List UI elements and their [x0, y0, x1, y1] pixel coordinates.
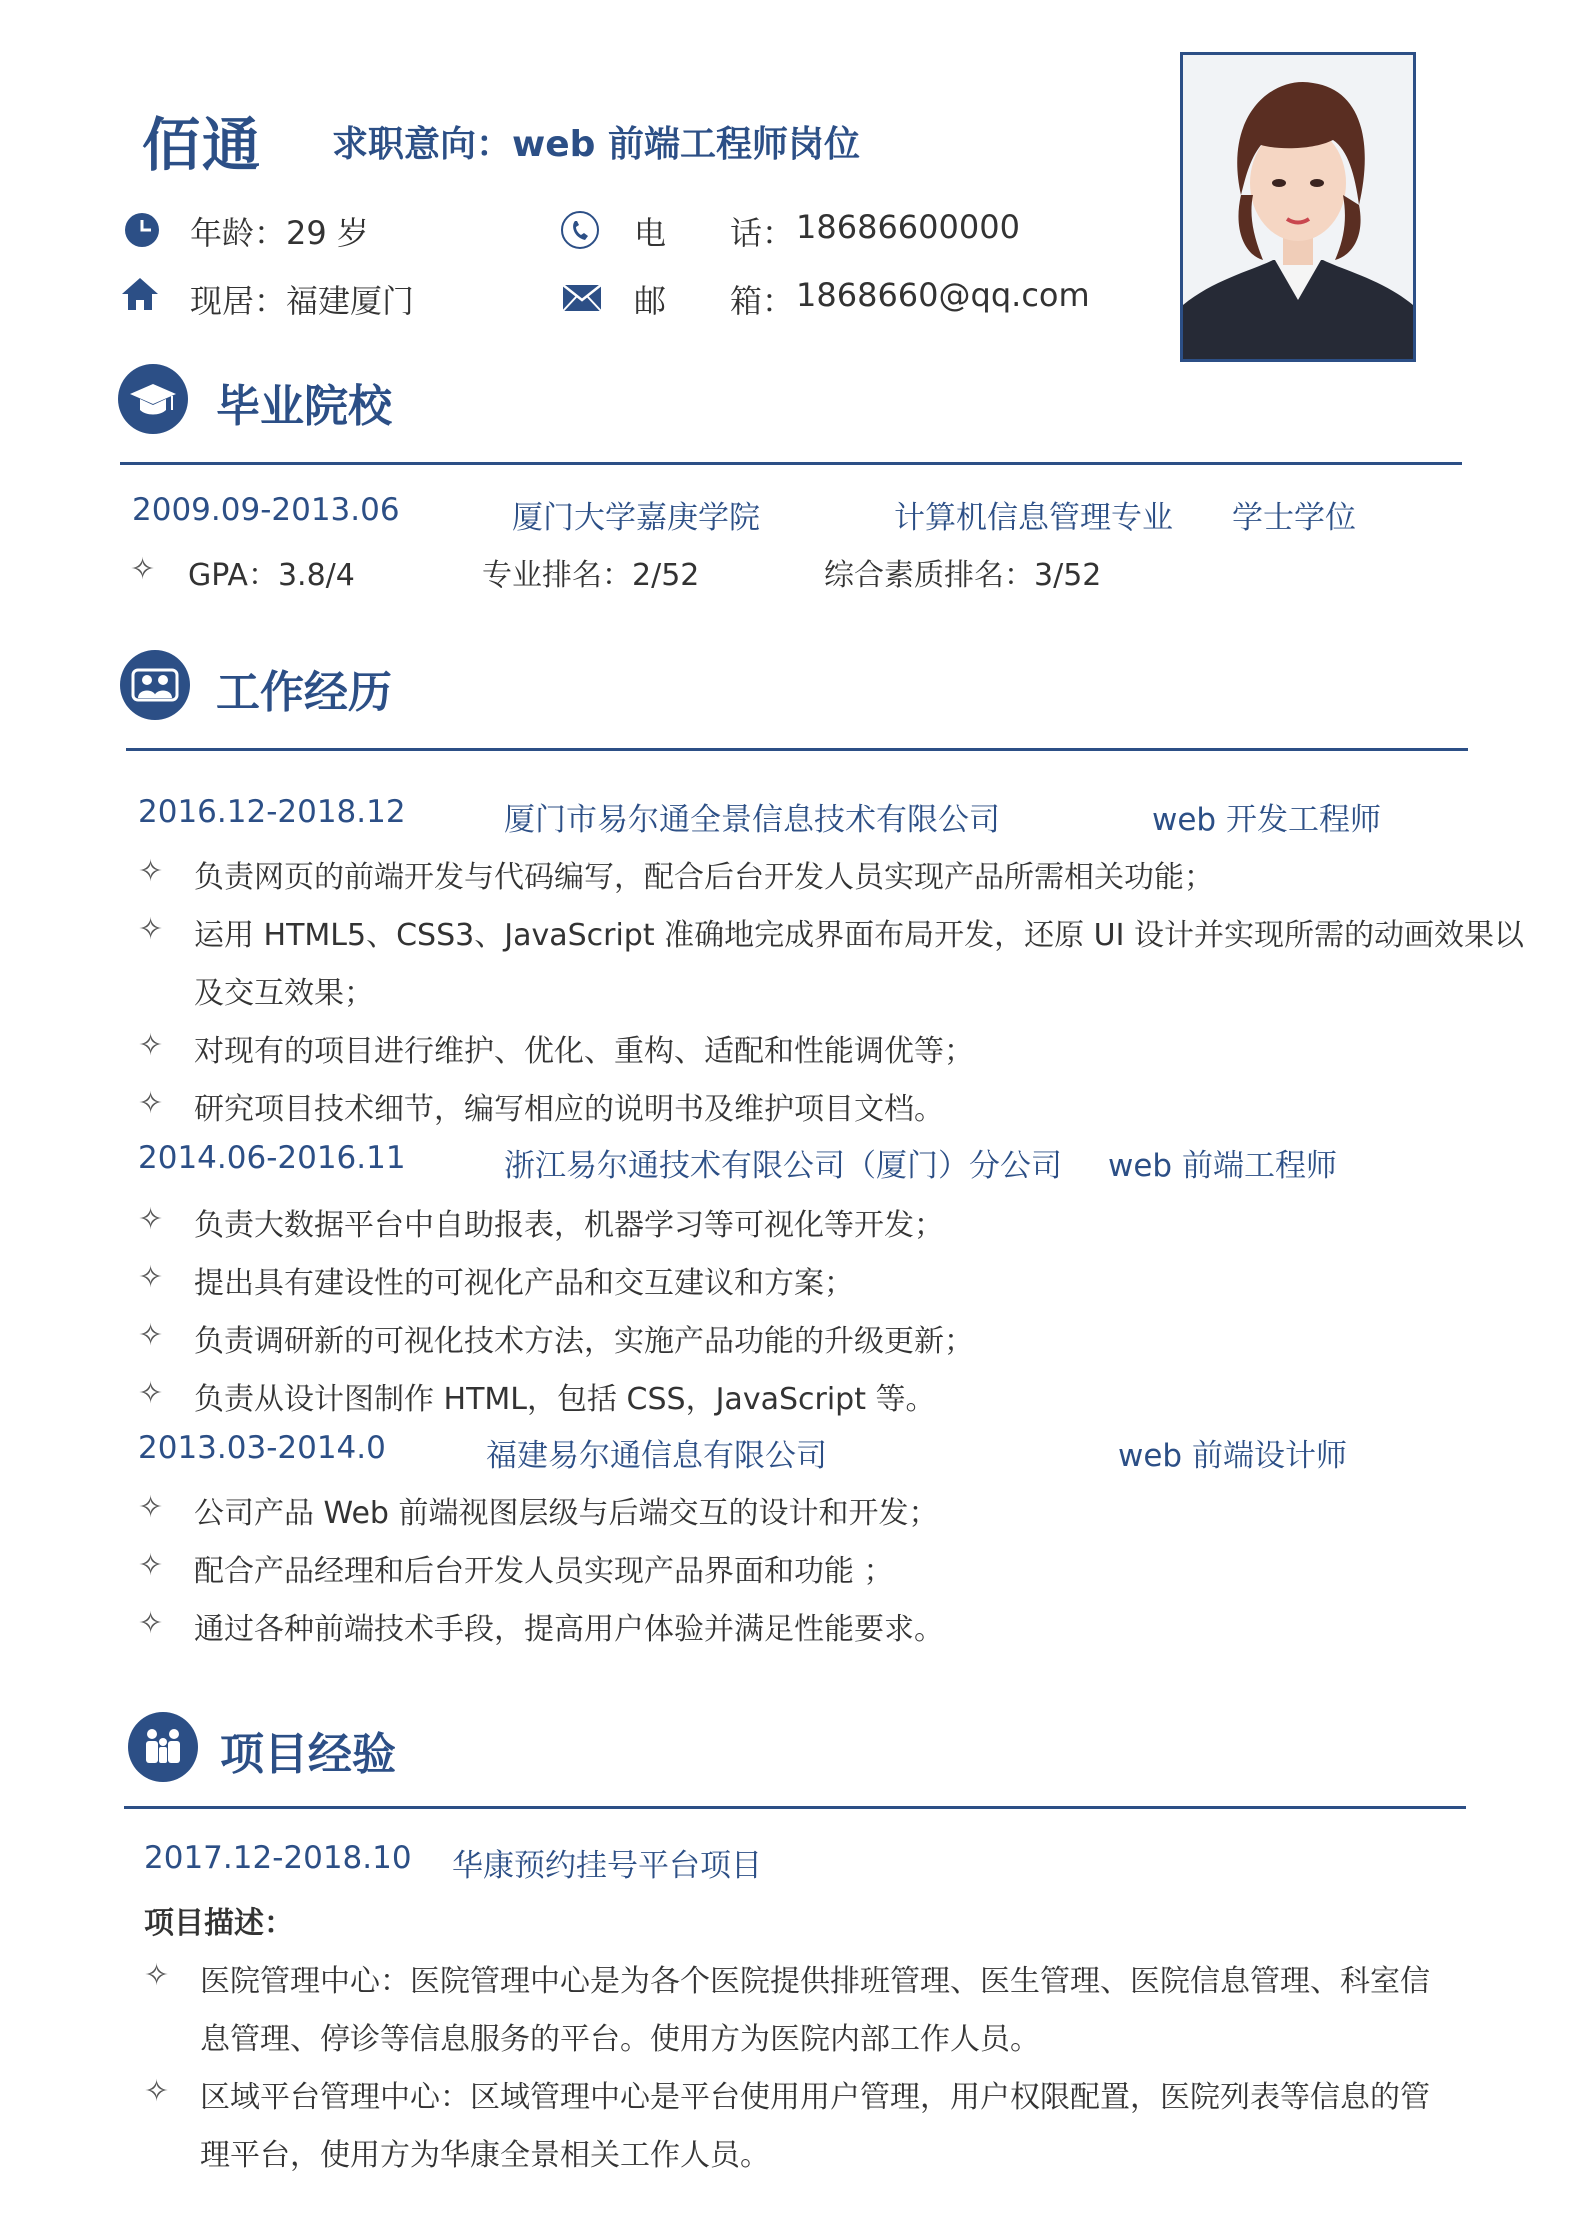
job-duty: 提出具有建设性的可视化产品和交互建议和方案； — [194, 1266, 854, 1301]
email-address: 1868660@qq.com — [796, 276, 1090, 314]
bullet-icon: ✧ — [138, 1318, 164, 1353]
job-duty: 公司产品 Web 前端视图层级与后端交互的设计和开发； — [194, 1496, 939, 1531]
overall-rank-text: 综合素质排名：3/52 — [824, 558, 1102, 593]
bullet-icon: ✧ — [138, 1548, 164, 1583]
job-duty: 运用 HTML5、CSS3、JavaScript 准确地完成界面布局开发，还原 UI 设计并实现所需的动画效果以 — [194, 918, 1525, 953]
bullet-icon: ✧ — [138, 1028, 164, 1063]
major-rank-text: 专业排名：2/52 — [482, 558, 700, 593]
age-text: 年龄：29 岁 — [190, 214, 369, 252]
job-duty: 负责大数据平台中自助报表，机器学习等可视化等开发； — [194, 1208, 944, 1243]
project-name: 华康预约挂号平台项目 — [452, 1848, 762, 1884]
job-company: 福建易尔通信息有限公司 — [486, 1438, 827, 1474]
section-divider — [126, 748, 1468, 751]
project-item-continued: 息管理、停诊等信息服务的平台。使用方为医院内部工作人员。 — [200, 2022, 1040, 2057]
job-intent: 求职意向：web 前端工程师岗位 — [332, 124, 860, 165]
job-duty: 研究项目技术细节，编写相应的说明书及维护项目文档。 — [194, 1092, 944, 1127]
residence-text: 现居：福建厦门 — [190, 282, 415, 320]
home-icon — [120, 276, 160, 312]
project-item: 区域平台管理中心：区域管理中心是平台使用用户管理，用户权限配置，医院列表等信息的管 — [200, 2080, 1430, 2115]
project-period: 2017.12-2018.10 — [144, 1840, 412, 1876]
mail-icon — [562, 284, 602, 312]
section-title-work: 工作经历 — [216, 667, 392, 718]
education-period: 2009.09-2013.06 — [132, 492, 400, 528]
project-item-continued: 理平台，使用方为华康全景相关工作人员。 — [200, 2138, 770, 2173]
bullet-icon: ✧ — [138, 854, 164, 889]
job-role: web 前端工程师 — [1108, 1148, 1337, 1184]
clock-icon — [124, 212, 160, 248]
gpa-text: GPA：3.8/4 — [188, 558, 355, 593]
job-duty-continued: 及交互效果； — [194, 976, 374, 1011]
job-period: 2016.12-2018.12 — [138, 794, 406, 830]
project-item: 医院管理中心：医院管理中心是为各个医院提供排班管理、医生管理、医院信息管理、科室信 — [200, 1964, 1430, 1999]
candidate-name: 佰通 — [142, 111, 263, 179]
job-duty: 负责调研新的可视化技术方法，实施产品功能的升级更新； — [194, 1324, 974, 1359]
major-name: 计算机信息管理专业 — [894, 500, 1173, 536]
bullet-icon: ✧ — [138, 1086, 164, 1121]
job-duty: 配合产品经理和后台开发人员实现产品界面和功能 ； — [194, 1554, 894, 1589]
section-divider — [124, 1806, 1466, 1809]
bullet-icon: ✧ — [130, 552, 156, 587]
job-duty: 负责从设计图制作 HTML，包括 CSS，JavaScript 等。 — [194, 1382, 936, 1417]
bullet-icon: ✧ — [138, 1490, 164, 1525]
bullet-icon: ✧ — [138, 1606, 164, 1641]
bullet-icon: ✧ — [144, 1958, 170, 1993]
job-duty: 对现有的项目进行维护、优化、重构、适配和性能调优等； — [194, 1034, 974, 1069]
phone-label: 电 话： — [634, 214, 795, 252]
email-label: 邮 箱： — [634, 282, 795, 320]
job-role: web 开发工程师 — [1152, 802, 1381, 838]
job-duty: 负责网页的前端开发与代码编写，配合后台开发人员实现产品所需相关功能； — [194, 860, 1214, 895]
team-icon — [120, 650, 190, 720]
project-description-label: 项目描述： — [144, 1906, 294, 1941]
section-divider — [120, 462, 1462, 465]
bullet-icon: ✧ — [144, 2074, 170, 2109]
phone-icon — [560, 210, 600, 250]
bullet-icon: ✧ — [138, 912, 164, 947]
profile-photo — [1180, 52, 1416, 362]
graduation-cap-icon — [118, 364, 188, 434]
job-company: 浙江易尔通技术有限公司（厦门）分公司 — [504, 1148, 1062, 1184]
job-period: 2013.03-2014.0 — [138, 1430, 386, 1466]
job-role: web 前端设计师 — [1118, 1438, 1347, 1474]
job-company: 厦门市易尔通全景信息技术有限公司 — [504, 802, 1000, 838]
job-duty: 通过各种前端技术手段，提高用户体验并满足性能要求。 — [194, 1612, 944, 1647]
phone-number: 18686600000 — [796, 208, 1020, 246]
school-name: 厦门大学嘉庚学院 — [512, 500, 760, 536]
bullet-icon: ✧ — [138, 1260, 164, 1295]
section-title-project: 项目经验 — [220, 1729, 396, 1780]
people-icon — [128, 1712, 198, 1782]
degree-name: 学士学位 — [1232, 500, 1356, 536]
bullet-icon: ✧ — [138, 1202, 164, 1237]
section-title-education: 毕业院校 — [216, 381, 392, 432]
bullet-icon: ✧ — [138, 1376, 164, 1411]
job-period: 2014.06-2016.11 — [138, 1140, 406, 1176]
